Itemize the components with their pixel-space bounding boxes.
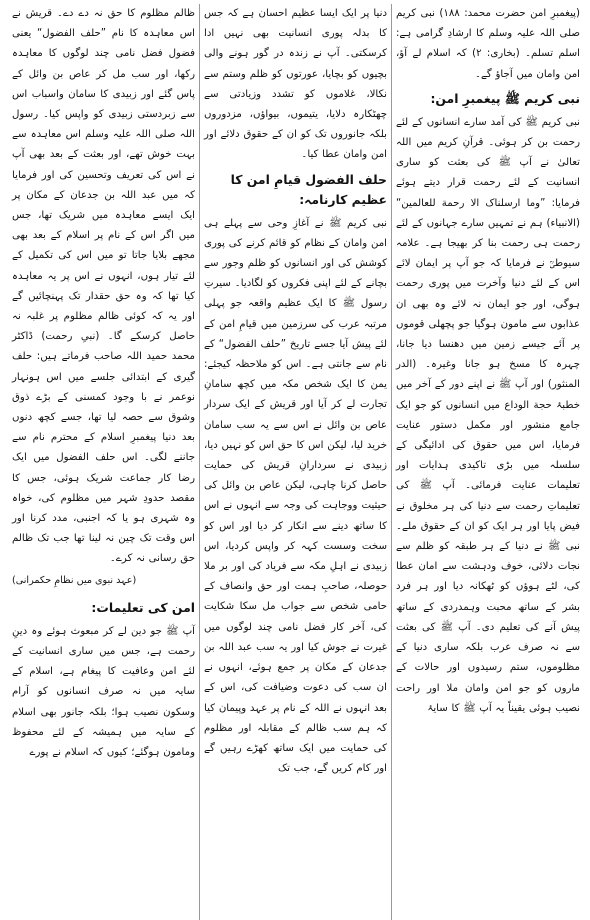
section-heading-teachings-of-peace: امن کی تعلیمات: <box>91 599 195 615</box>
text-column-middle <box>200 4 392 920</box>
paragraph-mercy-for-worlds: نبی کریم ﷺ کی آمد سارے انسانوں کے لئے رحمت بن کر ہوئی۔ قرآنِ کریم میں اللہ تعالیٰ نے آپ ﷺ کی بعثت کو ساری انسانیت کے لئے رحمت قرار دیتے ہوئے فرمایا: ”وما ارسلناک الا رحمة للعالمین“ (الانبیاء) ہم نے تمہیں سارے جہانوں کے لئے رحمت ہی رحمت بنا کر بھیجا ہے۔ علامہ سیوطیؒ نے فرمایا کہ جو آپ پر ایمان لائے اس کے لئے دنیا وآخرت میں پوری رحمت ہوگی، اور جو ایمان نہ لائے وہ بھی ان عذابوں سے مامون ہوگیا جو پچھلی قوموں پر آئے جیسے زمین میں دھنسا دیا جانا، چہرہ کا مسخ ہو جانا وغیرہ۔ (الدر المنثور) اور آپ ﷺ نے اپنے دور کے آخر میں خطبۂ حجة الوداع میں انسانوں کو جو ایک جامع منشور اور مکمل دستور عنایت فرمایا، اس میں حقوق کی ادائیگی کے سلسلہ میں بڑی تاکیدی ہدایات اور تعلیمات عنایت فرمائی۔ آپ ﷺ کی تعلیماتِ رحمت سے دنیا کی ہر مخلوق نے فیض پایا اور ہر ایک کو ان کے حقوق ملے۔ نبی ﷺ نے دنیا کے ہر طبقہ کو ظلم سے نجات دلائی، خوف ودہشت سے امان عطا کی، لٹے ہوؤں کو ٹھکانہ دیا اور ہر فرد بشر کے ساتھ محبت وہمدردی کے ساتھ پیش آنے کی تعلیم دی۔ آپ ﷺ کی بعثت سے نہ صرف عرب بلکہ ساری دنیا کے مظلوموں، ستم رسیدوں اور حالات کے ماروں کو جو امن وامان ملا اور راحت نصیب ہوئی یقیناً یہ آپ ﷺ کا سایۂ <box>396 116 580 714</box>
section-heading-prophet-of-peace: نبی کریم ﷺ پیغمبرِ امن: <box>430 90 580 106</box>
section-heading-hilf-al-fudul: حلف الفضول قیامِ امن کا عظیم کارنامہ: <box>230 171 387 207</box>
text-column-right <box>392 4 584 920</box>
paragraph-intro-hadith: (پیغمبرِ امن حضرت محمد: ۱۸۸) نبی کریم صلی اللہ علیہ وسلم کا ارشادِ گرامی ہے: اسلم تسلم۔ (بخاری: ۲) کہ اسلام لے آؤ، امن وامان میں آجاؤ گے۔ <box>396 8 580 80</box>
text-column-left <box>8 4 200 920</box>
paragraph-hilf-al-fudul-story: نبی کریم ﷺ نے آغازِ وحی سے پہلے ہی امن وامان کے نظام کو قائم کرنے کی پوری کوشش کی اور انسانوں کو ظلم وجور سے بچانے کے لئے اپنی فکروں کو لگادیا۔ سیرتِ رسول ﷺ کا ایک عظیم واقعہ جو پہلی مرتبہ عرب کی سرزمین میں قیامِ امن کے لئے پیش آیا جسے تاریخ ”حلف الفضول“ کے نام سے جانتی ہے۔ اس کو ملاحظہ کیجئے: یمن کا ایک شخص مکہ میں کچھ سامانِ تجارت لے کر آیا اور قریش کے ایک سردار عاص بن وائل نے اس سے یہ سب سامان خرید لیا، لیکن اس کا حق اس کو نہیں دیا، زبیدی نے سردارانِ قریش کی حمایت حاصل کرنا چاہی، لیکن عاص بن وائل کی حیثیت ووجاہت کی وجہ سے انہوں نے اس کا ساتھ دینے سے انکار کر دیا اور اس کو سخت وسست کہہ کر واپس کردیا، اس زبیدی نے اہلِ مکہ سے فریاد کی اور بر ملا حوصلہ، صاحبِ ہمت اور حق وانصاف کے حامی شخص سے جواب مل سکا شکایت کی، آخر کار فضل نامی چند لوگوں میں غیرت نے جوش کیا اور یہ سب عبد اللہ بن جدعان کے مکان پر جمع ہوئے، انہوں نے ان سب کی دعوت وضیافت کی، اس کے بعد انہوں نے اللہ کے نام پر عہد وپیمان کیا کہ ہم سب ظالم کے مقابلہ اور مظلوم کی حمایت میں ایک ساتھ کھڑے رہیں گے اور کام کریں گے، جب تک <box>204 217 387 775</box>
source-citation: (عہد نبوی میں نظامِ حکمرانی) <box>12 574 137 586</box>
paragraph-favor-on-humanity: دنیا پر ایک ایسا عظیم احسان ہے کہ جس کا بدلہ پوری انسانیت بھی نہیں ادا کرسکتی۔ آپ نے زندہ در گور ہونے والی بچیوں کو بچایا، عورتوں کو ظلم وستم سے نکالا، غلاموں کو تشدد وزیادتی سے چھٹکارہ دلایا، یتیموں، بیواؤں، مزدوروں بلکہ جانوروں تک کو ان کے حقوق دلائے اور امن وامان عطا کیا۔ <box>204 8 387 161</box>
paragraph-teachings-of-peace: آپ ﷺ جو دین لے کر مبعوث ہوئے وہ دینِ رحمت ہے، جس میں ساری انسانیت کے لئے امن وعافیت کا پیغام ہے، اسلام کے سایہ میں نہ صرف انسانوں کو آرام وسکون نصیب ہوا؛ بلکہ جانور بھی اسلام کے سایہ میں ہمیشہ کے لئے محفوظ ومامون ہوگئے؛ کیوں کہ اسلام نے پورے <box>12 625 195 758</box>
paragraph-pact-details: ظالم مظلوم کا حق نہ دے دے۔ قریش نے اس معاہدہ کا نام ”حلف الفضول“ یعنی فضول فضل نامی چند لوگوں کا معاہدہ رکھا، اور سب مل کر عاص بن وائل کے پاس گئے اور زبیدی کا سامان واسباب اس سے زبردستی زبیدی کو واپس کیا۔ رسول اللہ صلی اللہ علیہ وسلم اس معاہدہ سے بہت خوش تھے، اور بعثت کے بعد بھی آپ نے اس کی تعریف وتحسین کی اور فرمایا کہ میں عبد اللہ بن جدعان کے مکان پر ایک ایسے معاہدہ میں شریک تھا، جس میں اگر اس کے نام پر اسلام کے بعد بھی مجھے بلایا جاتا تو میں اس کی تکمیل کے لئے تیار ہوں، انہوں نے اس پر یہ معاہدہ کیا تھا کہ وہ حق حقدار تک پہنچائیں گے اور یہ کہ کوئی ظالم مظلوم پر غلبہ نہ حاصل کرسکے گا۔ (نبیِ رحمت) ڈاکٹر محمد حمید اللہ صاحب فرماتے ہیں: حلف گیری کے ابتدائی جلسے میں اس ہونہار نوعمر نے با وجود کمسنی کے بڑے ذوق وشوق سے حصہ لیا تھا، جسے کچھ دنوں بعد دنیا پیغمبرِ اسلام کے محترم نام سے جاننے لگی۔ اس حلف الفضول میں ایک رضا کار جماعت شریک ہوئی، جس کا مقصد حدودِ شہر میں مظلوم کی، خواہ وہ شہری ہو یا کہ اجنبی، مدد کرنا اور اس وقت تک چین نہ لینا تھا جب تک ظالم حق رسانی نہ کرے۔ <box>12 8 195 565</box>
